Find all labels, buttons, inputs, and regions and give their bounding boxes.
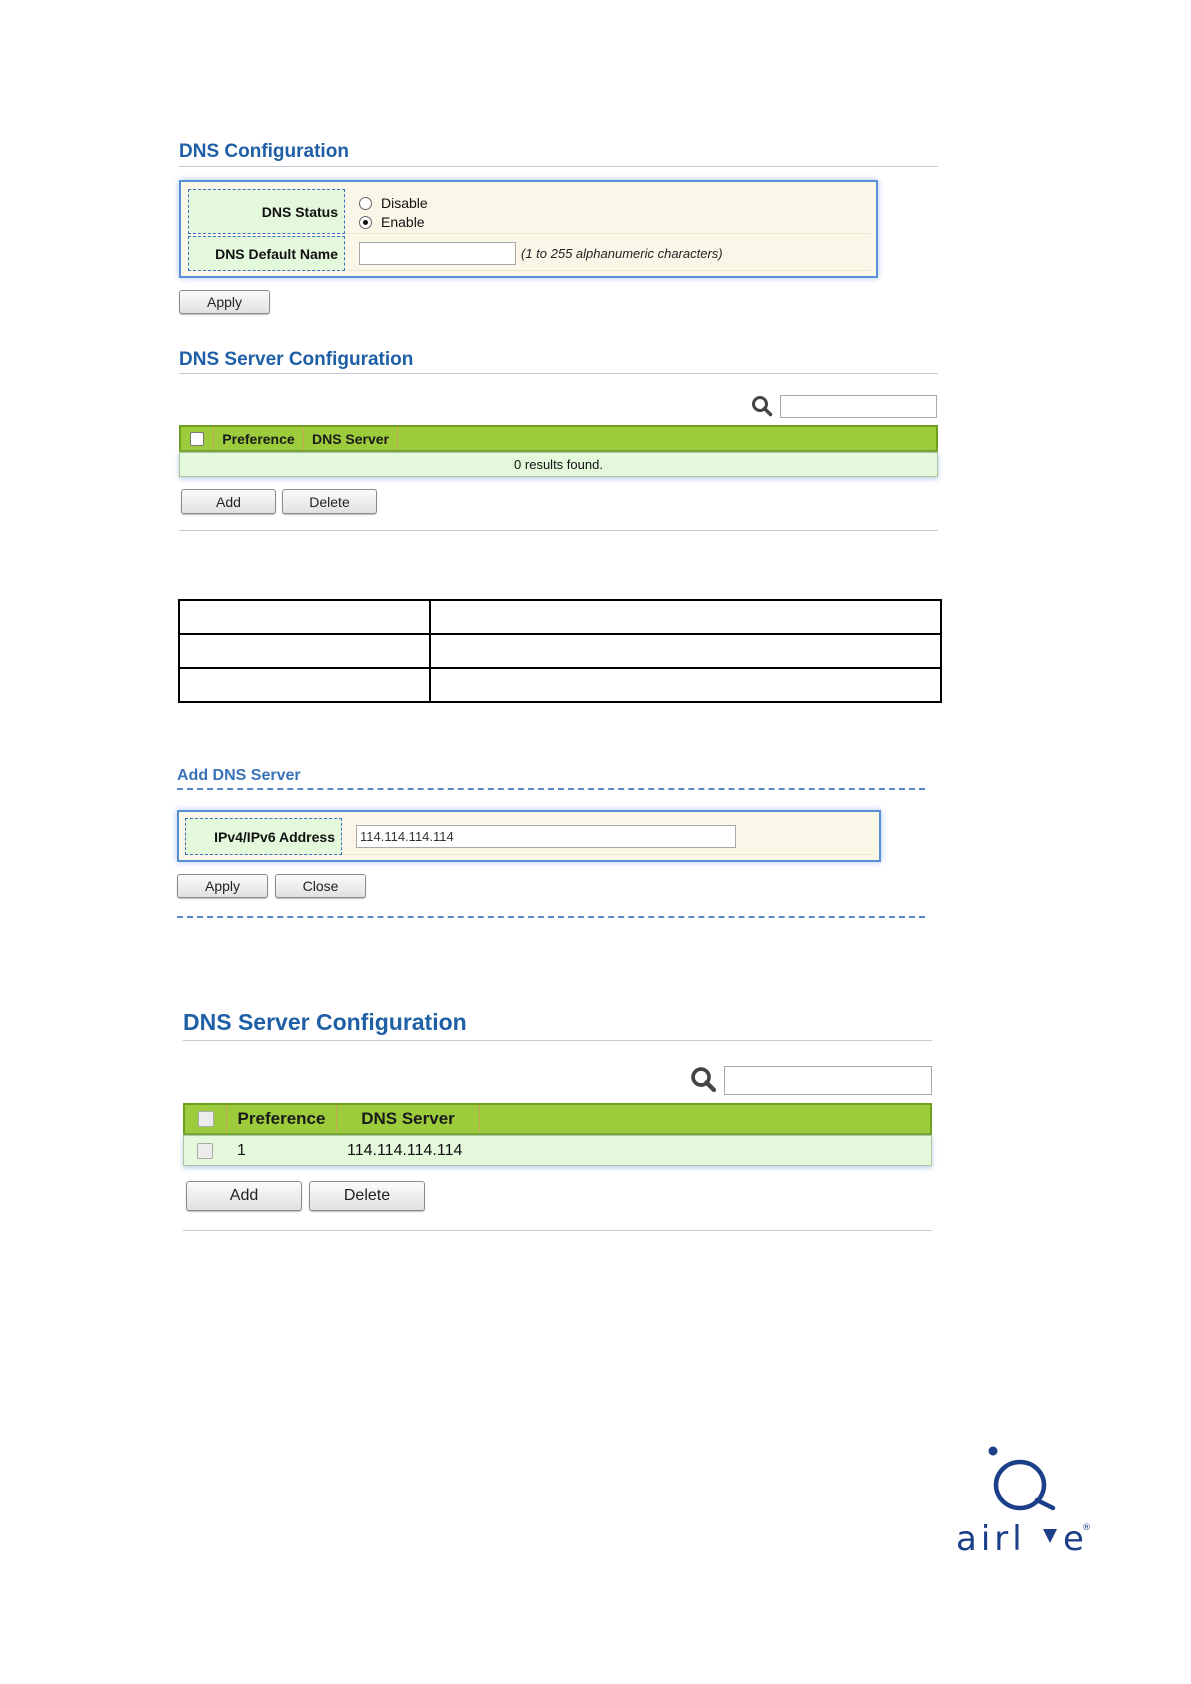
row-dns-server: 114.114.114.114 [347, 1142, 463, 1159]
select-all-checkbox[interactable] [198, 1111, 214, 1127]
search-input[interactable] [780, 395, 937, 418]
dns-config-panel [179, 180, 878, 278]
delete-button[interactable]: Delete [309, 1181, 425, 1211]
enable-label: Enable [381, 214, 425, 230]
table-cell [179, 634, 430, 668]
search-input[interactable] [724, 1066, 932, 1095]
table-cell [179, 600, 430, 634]
svg-text:airl: airl [956, 1519, 1026, 1559]
add-dns-server-title: Add DNS Server [177, 767, 301, 784]
search-icon[interactable] [690, 1066, 717, 1093]
section-divider [183, 1230, 932, 1231]
section-divider [179, 530, 938, 531]
dashed-divider [177, 788, 925, 790]
dns-default-name-hint: (1 to 255 alphanumeric characters) [521, 246, 723, 261]
dns-default-name-cell [347, 236, 871, 271]
close-button[interactable]: Close [275, 874, 366, 898]
dns-server-table-header [179, 425, 938, 452]
dashed-divider [177, 916, 925, 918]
blank-table [178, 599, 942, 703]
svg-text:®: ® [1082, 1523, 1091, 1533]
table-cell [430, 634, 941, 668]
select-all-checkbox[interactable] [190, 432, 204, 446]
apply-button[interactable]: Apply [177, 874, 268, 898]
dns-default-name-label: DNS Default Name [188, 236, 345, 271]
select-all-cell [185, 1105, 227, 1133]
dns-status-enable-option[interactable] [359, 214, 425, 230]
dns-server-config-title: DNS Server Configuration [179, 349, 414, 370]
delete-button[interactable]: Delete [282, 489, 377, 514]
search-icon[interactable] [751, 395, 773, 417]
section-divider [183, 1040, 932, 1041]
column-header-dns-server[interactable]: DNS Server [337, 1105, 480, 1133]
row-select-cell [197, 1143, 213, 1159]
dns-status-disable-option[interactable] [359, 195, 428, 211]
add-button[interactable]: Add [181, 489, 276, 514]
apply-button[interactable]: Apply [179, 290, 270, 314]
section-divider [179, 166, 938, 167]
column-header-preference[interactable]: Preference [214, 427, 304, 450]
table-cell [179, 668, 430, 702]
disable-label: Disable [381, 195, 428, 211]
disable-radio[interactable] [359, 197, 372, 210]
row-preference: 1 [237, 1142, 246, 1159]
section-divider [179, 373, 938, 374]
airlive-logo [950, 1440, 1095, 1565]
select-all-cell [181, 427, 214, 450]
dns-status-options [347, 189, 871, 234]
add-button[interactable]: Add [186, 1181, 302, 1211]
dns-server-table-header [183, 1103, 932, 1135]
empty-results-row [179, 452, 938, 477]
enable-radio[interactable] [359, 216, 372, 229]
address-label: IPv4/IPv6 Address [185, 818, 342, 855]
column-header-dns-server[interactable]: DNS Server [304, 427, 398, 450]
address-input[interactable]: 114.114.114.114 [356, 825, 736, 848]
column-header-preference[interactable]: Preference [227, 1105, 337, 1133]
dns-config-title: DNS Configuration [179, 141, 349, 162]
svg-text:e: e [1063, 1519, 1084, 1559]
add-dns-panel [177, 810, 881, 862]
empty-results-message: 0 results found. [514, 457, 603, 472]
table-cell [430, 668, 941, 702]
dns-server-config-title: DNS Server Configuration [183, 1009, 467, 1035]
table-row[interactable] [183, 1135, 932, 1166]
dns-status-label: DNS Status [188, 189, 345, 234]
address-cell [344, 818, 874, 855]
row-checkbox[interactable] [197, 1143, 213, 1159]
table-cell [430, 600, 941, 634]
dns-default-name-input[interactable] [359, 242, 516, 265]
